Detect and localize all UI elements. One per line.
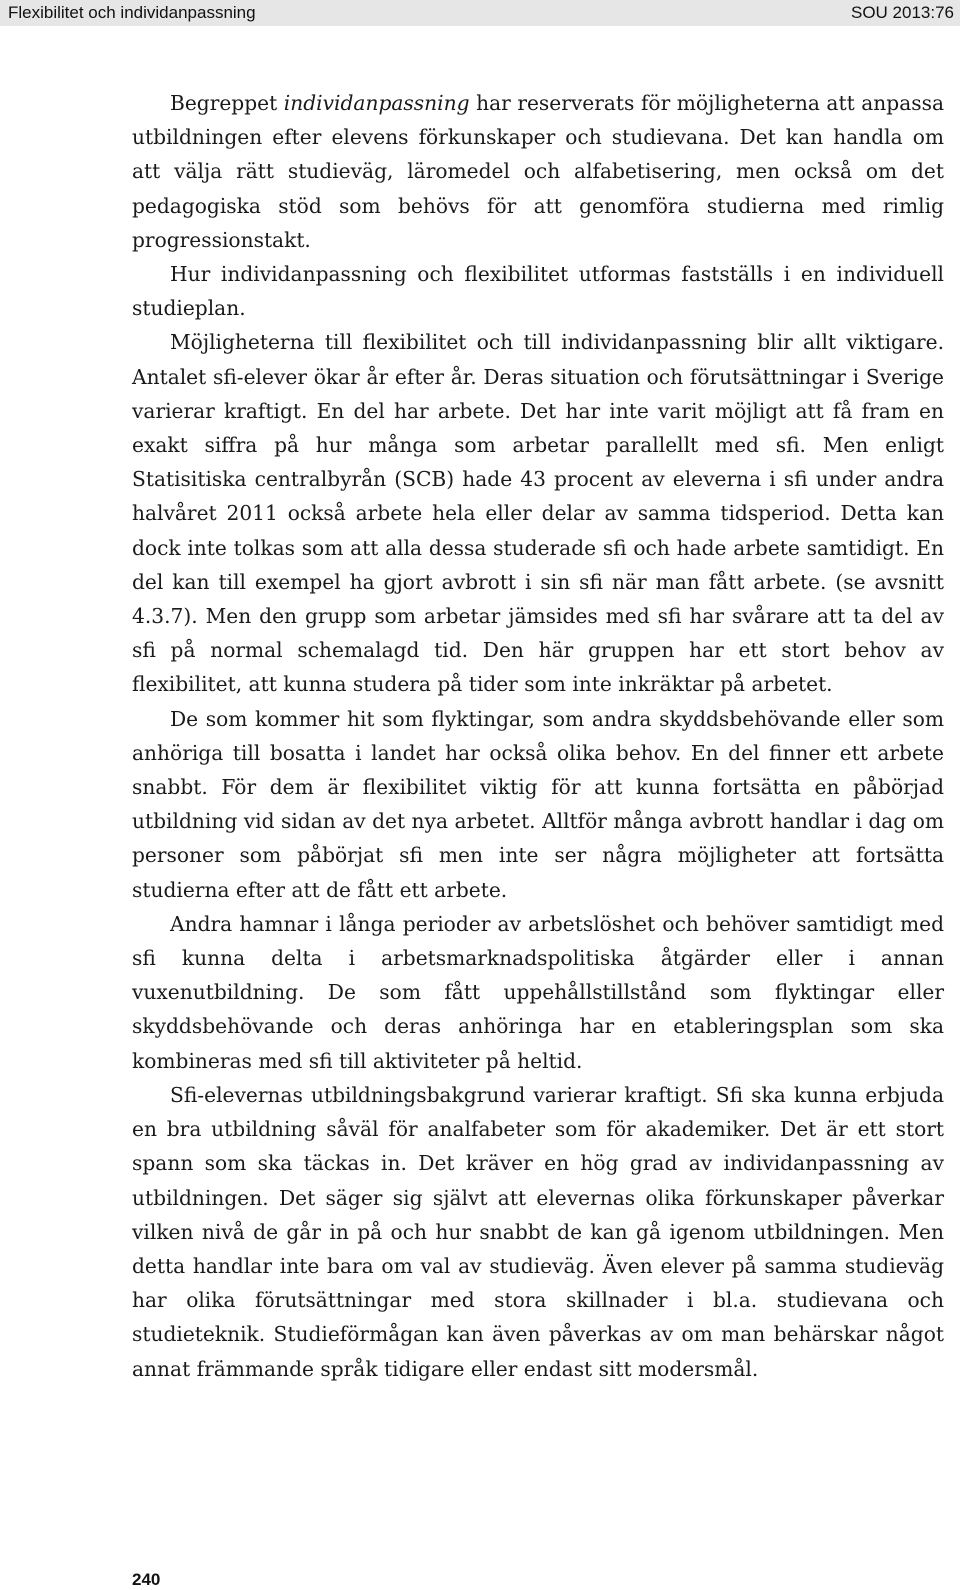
running-header bbox=[0, 0, 960, 26]
paragraph-continuation: har reserverats för möjligheterna att anpassa utbildningen efter elevens förkunskaper och studievana. Det kan handla om att välja rätt studieväg, läromedel och alfabetisering, men också om det pedagogiska stöd som behövs för att genomföra studierna med rimlig progressionstakt. bbox=[132, 91, 945, 252]
chapter-title: Flexibilitet och individanpassning bbox=[8, 3, 256, 22]
body-text bbox=[132, 86, 944, 1386]
paragraph-arbetsloshet: Andra hamnar i långa perioder av arbetslöshet och behöver samtidigt med sfi kunna delta i arbetsmarknadspolitiska åtgärder eller i annan vuxenutbildning. De som fått uppehållstillstånd som flyktingar eller skyddsbehövande och deras anhöringa har en etableringsplan som ska kombineras med sfi till aktiviteter på heltid. bbox=[132, 911, 944, 1073]
paragraph-flexibilitet-arbete: Möjligheterna till flexibilitet och till individanpassning blir allt viktigare. Antalet sfi-elever ökar år efter år. Deras situation och förutsättningar i Sverige varierar kraftigt. En del har arbete. Det har inte varit möjligt att få fram en exakt siffra på hur många som arbetar parallellt med sfi. Men enligt Statisitiska centralbyrån (SCB) hade 43 procent av eleverna i sfi under andra halvåret 2011 också arbete hela eller delar av samma tidsperiod. Detta kan dock inte tolkas som att alla dessa studerade sfi och hade arbete samtidigt. En del kan till exempel ha gjort avbrott i sin sfi när man fått arbete. (se avsnitt 4.3.7). Men den grupp som arbetar jämsides med sfi har svårare att ta del av sfi på normal schemalagd tid. Den här gruppen har ett stort behov av flexibilitet, att kunna studera på tider som inte inkräktar på arbetet. bbox=[132, 330, 944, 697]
paragraph-flyktingar: De som kommer hit som flyktingar, som andra skyddsbehövande eller som anhöriga till bosatta i landet har också olika behov. En del finner ett arbete snabbt. För dem är flexibilitet viktig för att kunna fortsätta en påbörjad utbildning vid sidan av det nya arbetet. Alltför många avbrott handlar i dag om personer som påbörjat sfi men inte ser några möjligheter att fortsätta studierna efter att de fått ett arbete. bbox=[132, 706, 944, 902]
paragraph-utbildningsbakgrund: Sfi-elevernas utbildningsbakgrund varierar kraftigt. Sfi ska kunna erbjuda en bra utbildning såväl för analfabeter som för akademiker. Det är ett stort spann som ska täckas in. Det kräver en hög grad av individanpassning av utbildningen. Det säger sig självt att elevernas olika förkunskaper påverkar vilken nivå de går in på och hur snabbt de kan gå igenom utbildningen. Men detta handlar inte bara om val av studieväg. Även elever på samma studieväg har olika förutsättningar med stora skillnader i bl.a. studievana och studieteknik. Studieförmågan kan även påverkas av om man behärskar något annat främmande språk tidigare eller endast sitt modersmål. bbox=[132, 1082, 944, 1381]
report-reference: SOU 2013:76 bbox=[850, 3, 954, 22]
paragraph-individanpassning bbox=[132, 86, 944, 257]
page-number: 240 bbox=[132, 1570, 161, 1589]
paragraph-studieplan: Hur individanpassning och flexibilitet utformas fastställs i en individuell studieplan. bbox=[132, 262, 944, 321]
emphasized-term: individanpassning bbox=[283, 91, 470, 115]
paragraph-lead: Begreppet bbox=[170, 91, 284, 115]
